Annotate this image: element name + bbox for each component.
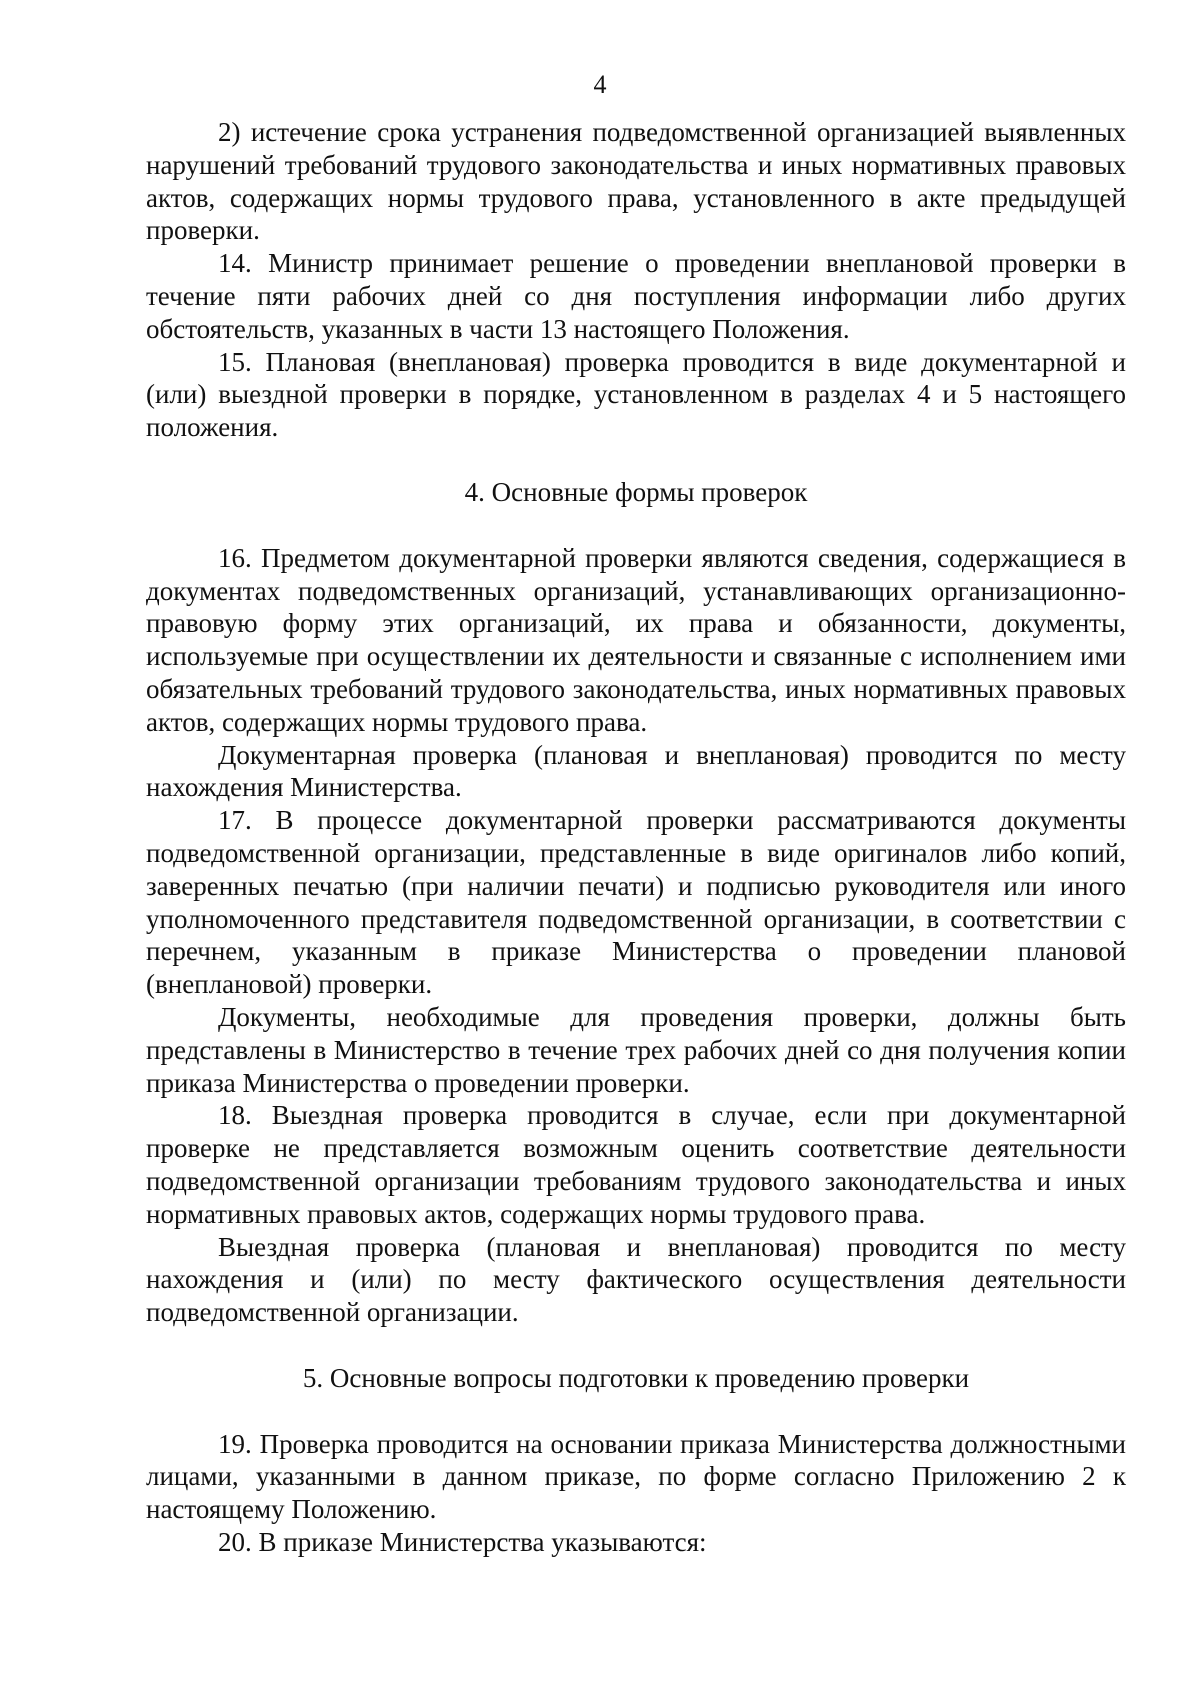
paragraph-16: 16. Предметом документарной проверки являются сведения, содержащиеся в документах подведомственных организаций, устанавливающих организационно-правовую форму этих организаций, их права и обязанности, документы, используемые при осуществлении их деятельности и связанные с исполнением ими обязательных требований трудового законодательства, иных нормативных правовых актов, содержащих нормы трудового права.: [146, 542, 1126, 737]
paragraph-16-documentary-location: Документарная проверка (плановая и внеплановая) проводится по месту нахождения Министерства.: [146, 739, 1126, 803]
paragraph-14: 14. Министр принимает решение о проведении внеплановой проверки в течение пяти рабочих дней со дня поступления информации либо других обстоятельств, указанных в части 13 настоящего Положения.: [146, 248, 1126, 344]
paragraph-17-documents-deadline: Документы, необходимые для проведения проверки, должны быть представлены в Министерство в течение трех рабочих дней со дня получения копии приказа Министерства о проведении проверки.: [146, 1001, 1126, 1098]
paragraph-15: 15. Плановая (внеплановая) проверка проводится в виде документарной и (или) выездной проверки в порядке, установленном в разделах 4 и 5 настоящего положения.: [146, 346, 1126, 443]
paragraph-18-onsite-location: Выездная проверка (плановая и внеплановая) проводится по месту нахождения и (или) по месту фактического осуществления деятельности подведомственной организации.: [146, 1231, 1126, 1328]
section-4-heading: 4. Основные формы проверок: [464, 476, 808, 507]
paragraph-19: 19. Проверка проводится на основании приказа Министерства должностными лицами, указанными в данном приказе, по форме согласно Приложению 2 к настоящему Положению.: [146, 1428, 1126, 1525]
section-5-heading: 5. Основные вопросы подготовки к проведению проверки: [302, 1362, 970, 1393]
paragraph-18: 18. Выездная проверка проводится в случае, если при документарной проверке не представляется возможным оценить соответствие деятельности подведомственной организации требованиям трудового законодательства и иных нормативных правовых актов, содержащих нормы трудового права.: [146, 1100, 1126, 1229]
paragraph-13-item-2: 2) истечение срока устранения подведомственной организацией выявленных нарушений требований трудового законодательства и иных нормативных правовых актов, содержащих нормы трудового права, установленного в акте предыдущей проверки.: [146, 117, 1126, 246]
page-number: 4: [593, 70, 607, 99]
paragraph-17: 17. В процессе документарной проверки рассматриваются документы подведомственной организации, представленные в виде оригиналов либо копий, заверенных печатью (при наличии печати) и подписью руководителя или иного уполномоченного представителя подведомственной организации, в соответствии с перечнем, указанным в приказе Министерства о проведении плановой (внеплановой) проверки.: [146, 805, 1126, 1000]
paragraph-20: 20. В приказе Министерства указываются:: [218, 1527, 707, 1558]
document-body: [146, 116, 1126, 1559]
